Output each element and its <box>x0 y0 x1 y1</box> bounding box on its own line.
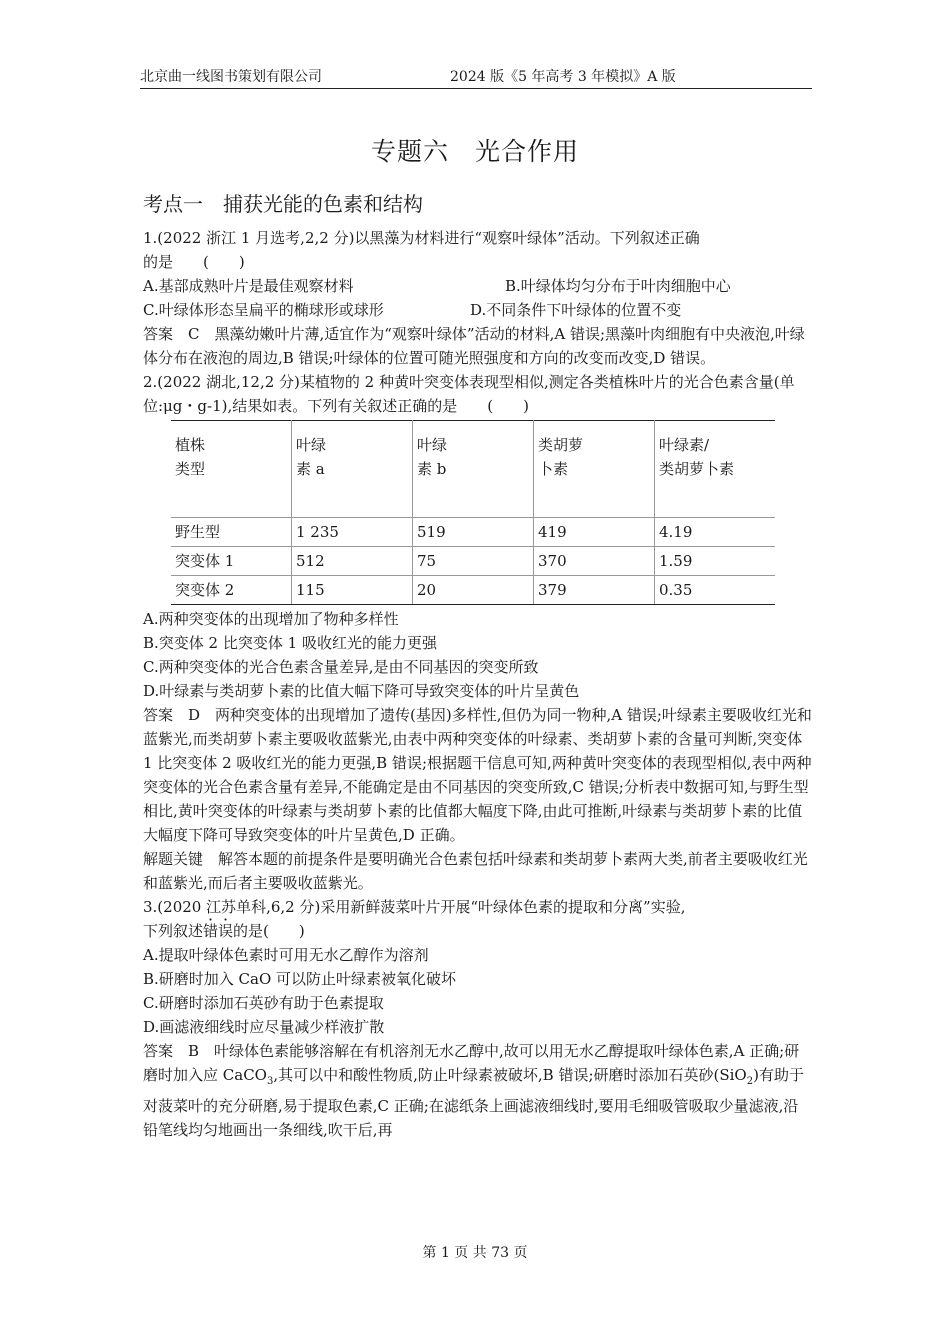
q2-option-b: B.突变体 2 比突变体 1 吸收红光的能力更强 <box>143 634 437 652</box>
table-cell: 419 <box>534 518 655 547</box>
section-heading: 考点一 捕获光能的色素和结构 <box>143 192 423 216</box>
q2-stem: 2.(2022 湖北,12,2 分)某植物的 2 种黄叶突变体表现型相似,测定各类植株叶片的光合色素含量(单位:μg・g-1),结果如表。下列有关叙述正确的是 ( ) <box>143 373 795 415</box>
q2-option-c: C.两种突变体的光合色素含量差异,是由不同基因的突变所致 <box>143 658 539 676</box>
q2-option-a: A.两种突变体的出现增加了物种多样性 <box>143 610 399 628</box>
table-cell: 512 <box>292 547 413 576</box>
q1-answer: 答案 C 黑藻幼嫩叶片薄,适宜作为“观察叶绿体”活动的材料,A 错误;黑藻叶肉细胞有中央液泡,叶绿体分布在液泡的周边,B 错误;叶绿体的位置可随光照强度和方向的改变而改变,D 错误。 <box>143 325 805 367</box>
q3-option-c: C.研磨时添加石英砂有助于色素提取 <box>143 994 384 1012</box>
q2-key-point: 解题关键 解答本题的前提条件是要明确光合色素包括叶绿素和类胡萝卜素两大类,前者主要吸收红光和蓝紫光,而后者主要吸收蓝紫光。 <box>143 850 808 892</box>
q1-option-a: A.基部成熟叶片是最佳观察材料 <box>143 277 354 295</box>
table-cell: 20 <box>413 576 534 605</box>
header-edition: 2024 版《5 年高考 3 年模拟》A 版 <box>450 69 676 85</box>
table-cell: 4.19 <box>655 518 776 547</box>
q1-option-b: B.叶绿体均匀分布于叶肉细胞中心 <box>505 277 731 295</box>
q2-answer: 答案 D 两种突变体的出现增加了遗传(基因)多样性,但仍为同一物种,A 错误;叶绿素主要吸收红光和蓝紫光,而类胡萝卜素主要吸收蓝紫光,由表中两种突变体的叶绿素、类胡萝卜素的含量可判断,突变体 1 比突变体 2 吸收红光的能力更强,B 错误;根据题干信息可知,两种黄叶突变体的表现型相似,表中两种突变体的光合色素含量有差异,不能确定是由不同基因的突变所致,C 错误;分析表中数据可知,与野生型相比,黄叶突变体的叶绿素与类胡萝卜素的比值都大幅度下降,由此可推断,叶绿素与类胡萝卜素的比值大幅度下降可导致突变体的叶片呈黄色,D 正确。 <box>143 706 812 844</box>
table-header-cell: 叶绿素/ 类胡萝卜素 <box>655 421 776 518</box>
page-title: 专题六 光合作用 <box>370 137 579 166</box>
table-cell: 379 <box>534 576 655 605</box>
table-cell: 突变体 1 <box>171 547 292 576</box>
table-header-row <box>171 421 775 518</box>
q1-options-row1 <box>143 274 813 298</box>
table-header-cell: 叶绿 素 b <box>413 421 534 518</box>
table-cell: 1 235 <box>292 518 413 547</box>
page-footer: 第 1 页 共 73 页 <box>422 1245 528 1261</box>
content-body <box>143 226 813 1142</box>
table-row <box>171 547 775 576</box>
q1-option-d: D.不同条件下叶绿体的位置不变 <box>470 301 682 319</box>
table-header-cell: 植株 类型 <box>171 421 292 518</box>
header-publisher: 北京曲一线图书策划有限公司 <box>140 69 322 85</box>
table-cell: 370 <box>534 547 655 576</box>
emphasis-dot-char: 误 <box>218 922 234 940</box>
table-cell: 75 <box>413 547 534 576</box>
table-cell: 野生型 <box>171 518 292 547</box>
table-row <box>171 518 775 547</box>
q2-option-d: D.叶绿素与类胡萝卜素的比值大幅下降可导致突变体的叶片呈黄色 <box>143 682 580 700</box>
pigment-table <box>171 420 775 605</box>
page-header <box>140 62 812 89</box>
table-header-cell: 叶绿 素 a <box>292 421 413 518</box>
q1-stem-line2: 的是 ( ) <box>143 253 245 271</box>
q1-option-c: C.叶绿体形态呈扁平的椭球形或球形 <box>143 301 384 319</box>
table-cell: 115 <box>292 576 413 605</box>
q1-options-row2 <box>143 298 813 322</box>
q3-answer: 答案 B 叶绿体色素能够溶解在有机溶剂无水乙醇中,故可以用无水乙醇提取叶绿体色素,A 正确;研磨时加入应 CaCO$_3$,其可以中和酸性物质,防止叶绿素被破坏,B 错误;研磨时添加石英砂(SiO$_2$)有助于对菠菜叶的充分研磨,易于提取色素,C 正确;在滤纸条上画滤液细线时,要用毛细吸管吸取少量滤液,沿铅笔线均匀地画出一条细线,吹干后,再 <box>143 1042 804 1139</box>
table-cell: 0.35 <box>655 576 776 605</box>
table-header-cell: 类胡萝 卜素 <box>534 421 655 518</box>
q3-option-b: B.研磨时加入 CaO 可以防止叶绿素被氧化破坏 <box>143 970 457 988</box>
table-cell: 519 <box>413 518 534 547</box>
table-cell: 突变体 2 <box>171 576 292 605</box>
q3-stem-line1: 3.(2020 江苏单科,6,2 分)采用新鲜菠菜叶片开展“叶绿体色素的提取和分离”实验, <box>143 898 686 916</box>
emphasis-dot-char: 错 <box>203 922 219 940</box>
q3-option-a: A.提取叶绿体色素时可用无水乙醇作为溶剂 <box>143 946 429 964</box>
q3-stem-line2: 下列叙述错误的是( ) <box>143 922 305 940</box>
table-row <box>171 576 775 605</box>
q3-option-d: D.画滤液细线时应尽量减少样液扩散 <box>143 1018 385 1036</box>
q1-stem-line1: 1.(2022 浙江 1 月选考,2,2 分)以黑藻为材料进行“观察叶绿体”活动。下列叙述正确 <box>143 229 700 247</box>
table-cell: 1.59 <box>655 547 776 576</box>
